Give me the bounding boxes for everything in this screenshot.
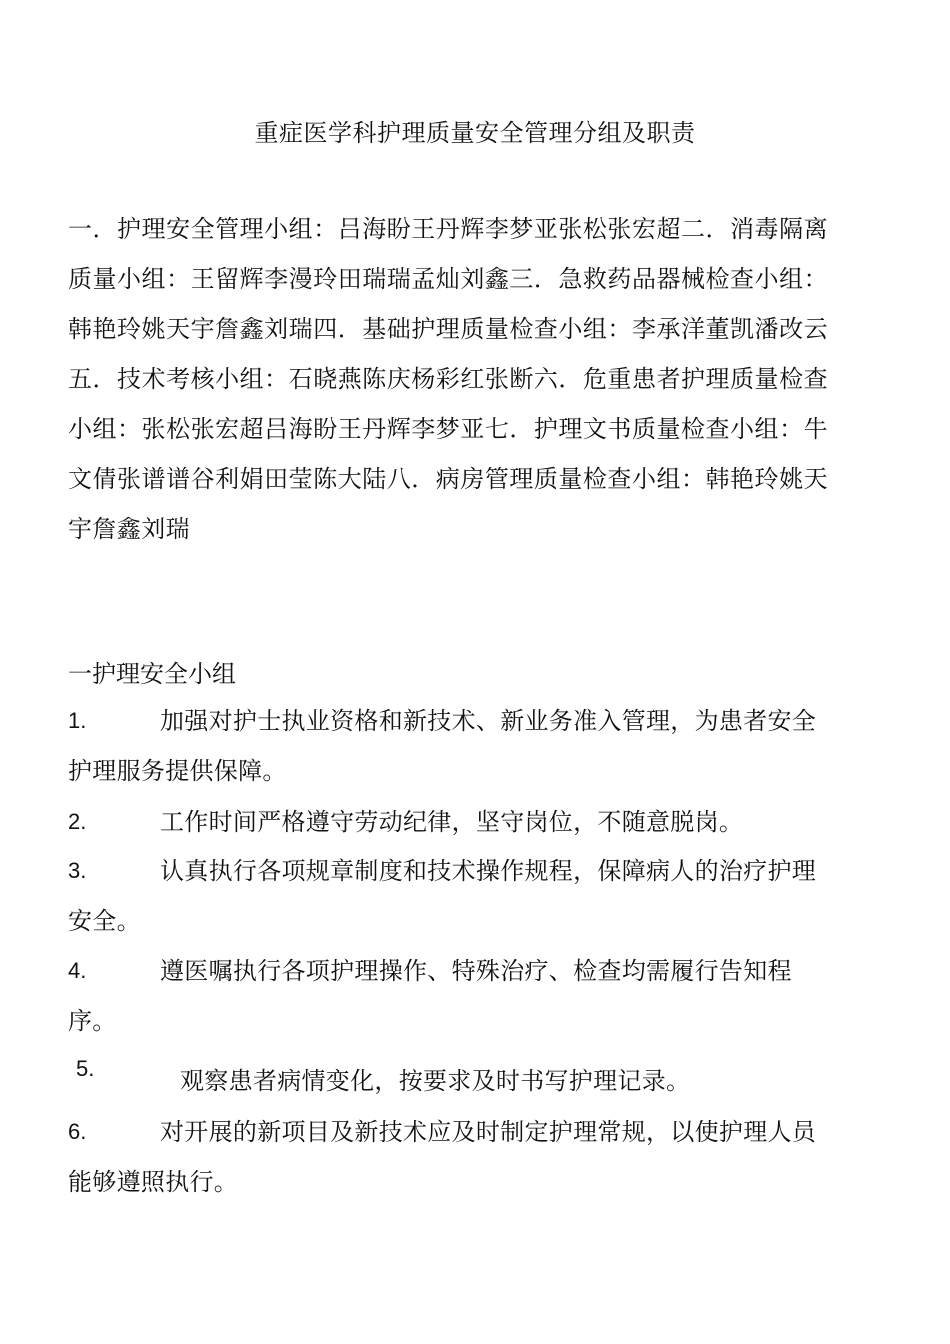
duty-item (68, 696, 838, 796)
document-title: 重症医学科护理质量安全管理分组及职责 (254, 119, 696, 147)
item-number: 4. (68, 958, 87, 983)
group-list-paragraph: 一．护理安全管理小组：吕海盼王丹辉李梦亚张松张宏超二．消毒隔离质量小组：王留辉李漫玲田瑞瑞孟灿刘鑫三．急救药品器械检查小组：韩艳玲姚天宇詹鑫刘瑞四．基础护理质量检查小组：李承洋董凯潘改云五．技术考核小组：石晓燕陈庆杨彩红张断六．危重患者护理质量检查小组：张松张宏超吕海盼王丹辉李梦亚七．护理文书质量检查小组：牛文倩张谱谱谷利娟田莹陈大陆八．病房管理质量检查小组：韩艳玲姚天宇詹鑫刘瑞 (68, 215, 828, 543)
item-text: 对开展的新项目及新技术应及时制定护理常规，以使护理人员能够遵照执行。 (68, 1118, 817, 1196)
item-number: 6. (68, 1119, 87, 1144)
item-text: 遵医嘱执行各项护理操作、特殊治疗、检查均需履行告知程序。 (68, 957, 792, 1035)
duty-item (68, 1056, 838, 1106)
duty-item (68, 846, 838, 946)
section-heading: 一护理安全小组 (68, 660, 236, 688)
item-number: 2. (68, 809, 87, 834)
item-text: 认真执行各项规章制度和技术操作规程，保障病人的治疗护理安全。 (68, 857, 817, 935)
item-text: 工作时间严格遵守劳动纪律，坚守岗位，不随意脱岗。 (160, 808, 744, 836)
item-number: 3. (68, 858, 87, 883)
duty-item (68, 1107, 838, 1207)
duty-item (68, 946, 838, 1046)
duty-item (68, 797, 838, 847)
item-number: 1. (68, 708, 87, 733)
item-text: 加强对护士执业资格和新技术、新业务准入管理，为患者安全护理服务提供保障。 (68, 707, 817, 785)
item-number: 5. (76, 1056, 95, 1081)
item-text: 观察患者病情变化，按要求及时书写护理记录。 (180, 1067, 691, 1095)
